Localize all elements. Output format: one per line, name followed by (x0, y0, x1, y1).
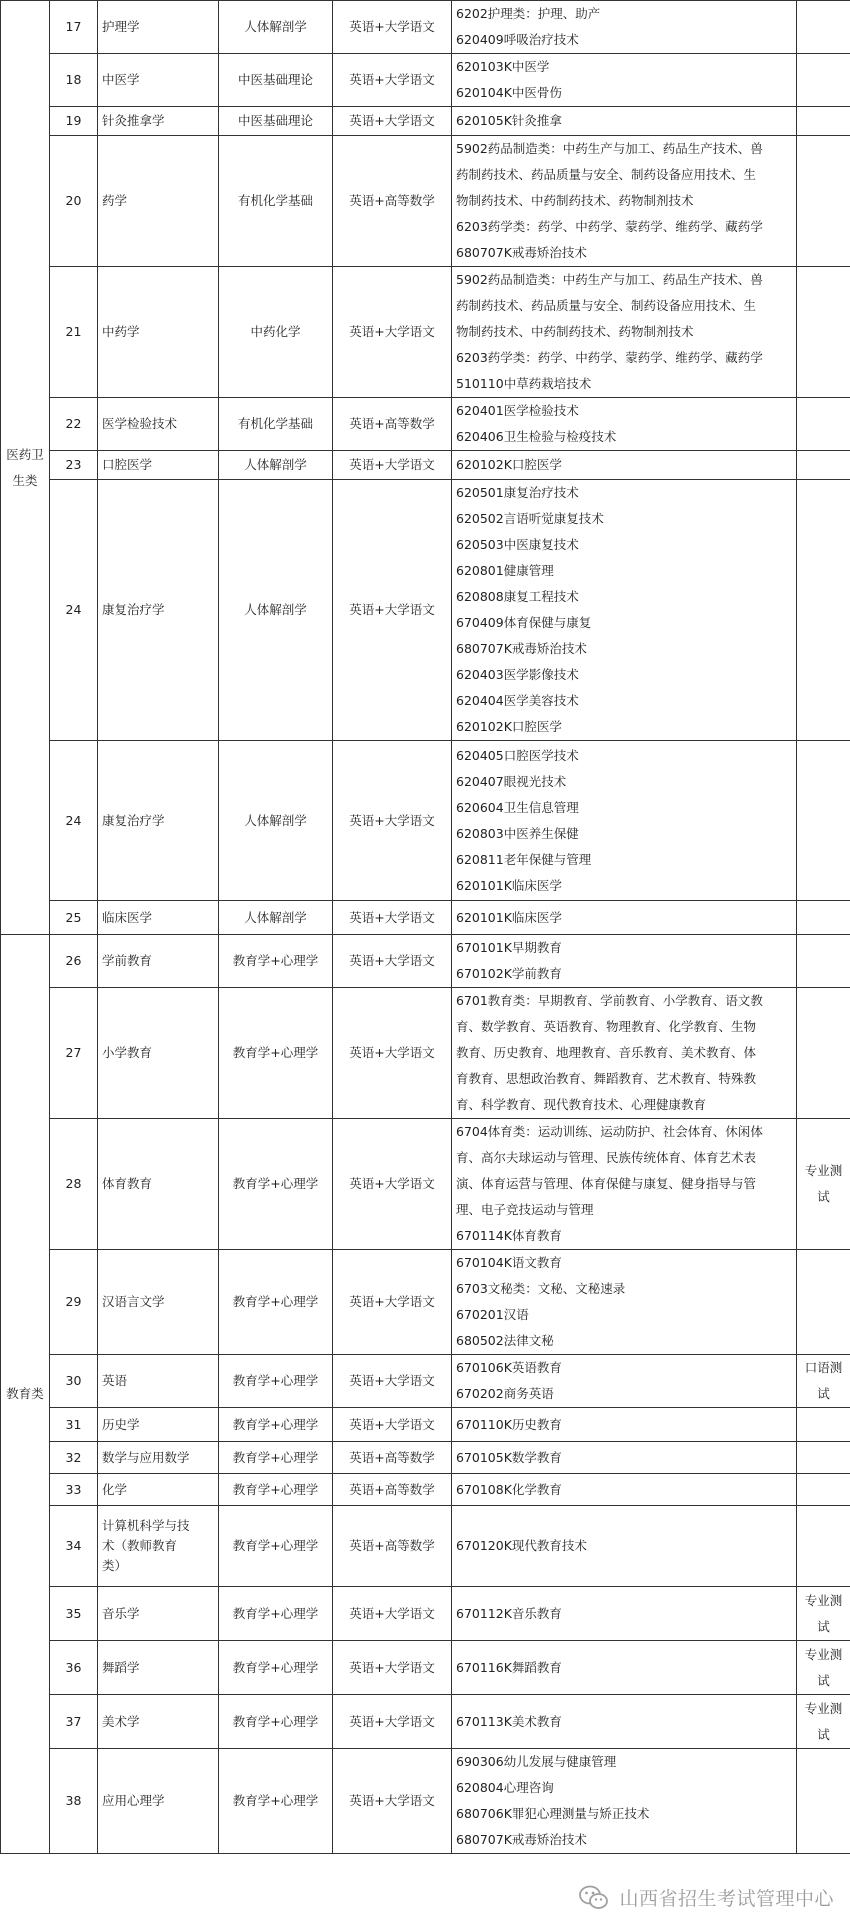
admitted-major-line: 670104K语文教育 (456, 1255, 562, 1270)
exam-subject-2: 英语+高等数学 (333, 398, 452, 451)
row-number: 36 (50, 1641, 98, 1695)
admitted-major-line: 620501康复治疗技术 (456, 485, 579, 500)
row-number: 24 (50, 741, 98, 901)
major-name-line: 中药学 (102, 324, 140, 339)
table-row (1, 1119, 850, 1250)
major-name-line: 数学与应用数学 (102, 1449, 190, 1465)
admitted-major-line: 670110K历史教育 (456, 1416, 562, 1432)
major-name (98, 1119, 219, 1250)
admitted-major-line: 680707K戒毒矫治技术 (456, 641, 587, 656)
note-cell (797, 1408, 850, 1442)
major-name (98, 107, 219, 136)
table-row (1, 398, 850, 451)
exam-subject-2: 英语+大学语文 (333, 741, 452, 901)
table-row (1, 901, 850, 935)
admitted-major-line: 6202护理类：护理、助产 (456, 6, 601, 21)
note-cell (797, 1, 850, 54)
note-cell (797, 1355, 850, 1408)
admitted-major-line: 670105K数学教育 (456, 1449, 562, 1465)
table-body (1, 1, 850, 1854)
exam-subject-1: 有机化学基础 (219, 136, 333, 267)
admitted-majors (452, 1695, 797, 1749)
admitted-major-line: 药制药技术、药品质量与安全、制药设备应用技术、生 (456, 167, 757, 182)
row-number: 19 (50, 107, 98, 136)
major-name-line: 康复治疗学 (102, 602, 165, 617)
note-cell (797, 480, 850, 741)
note-line: 专业 (804, 1700, 830, 1716)
major-name-line: 临床医学 (102, 909, 153, 925)
admitted-major-line: 670112K音乐教育 (456, 1605, 562, 1621)
note-line: 测试 (817, 1360, 843, 1401)
exam-subject-2: 英语+大学语文 (333, 1119, 452, 1250)
table-row (1, 1749, 850, 1854)
admitted-major-line: 670120K现代教育技术 (456, 1538, 587, 1553)
major-name-line: 舞蹈学 (102, 1659, 140, 1675)
exam-subject-2: 英语+大学语文 (333, 451, 452, 480)
row-number: 18 (50, 54, 98, 107)
admitted-major-line: 670409体育保健与康复 (456, 615, 592, 630)
major-name (98, 54, 219, 107)
major-name-line: 术（教师教育 (102, 1538, 178, 1553)
admitted-major-line: 620407眼视光技术 (456, 773, 567, 789)
admitted-majors (452, 1250, 797, 1355)
table-row (1, 1474, 850, 1506)
exam-subject-1: 人体解剖学 (219, 480, 333, 741)
major-name (98, 1355, 219, 1408)
admitted-major-line: 620502言语听觉康复技术 (456, 511, 604, 526)
exam-subject-2: 英语+大学语文 (333, 1250, 452, 1355)
exam-subject-1: 人体解剖学 (219, 741, 333, 901)
admitted-majors (452, 1749, 797, 1854)
admitted-major-line: 演、体育运营与管理、体育保健与康复、健身指导与管 (456, 1176, 757, 1191)
row-number: 30 (50, 1355, 98, 1408)
admitted-major-line: 620105K针灸推拿 (456, 113, 562, 128)
note-cell (797, 1695, 850, 1749)
admitted-majors (452, 1355, 797, 1408)
admitted-major-line: 690306幼儿发展与健康管理 (456, 1754, 617, 1769)
admitted-major-line: 670108K化学教育 (456, 1481, 562, 1497)
exam-subject-1: 中药化学 (219, 267, 333, 398)
admitted-major-line: 6704体育类：运动训练、运动防护、社会体育、休闲体 (456, 1124, 763, 1139)
admitted-major-line: 育教育、思想政治教育、舞蹈教育、艺术教育、特殊教 (456, 1071, 757, 1086)
exam-subject-2: 英语+大学语文 (333, 988, 452, 1119)
row-number: 35 (50, 1587, 98, 1641)
wechat-icon (579, 1885, 609, 1911)
table-row (1, 1587, 850, 1641)
major-name-line: 小学教育 (102, 1045, 153, 1060)
note-cell (797, 451, 850, 480)
major-name-line: 中医学 (102, 72, 140, 87)
major-name (98, 935, 219, 988)
note-cell (797, 1587, 850, 1641)
exam-subject-2: 英语+大学语文 (333, 935, 452, 988)
row-number: 29 (50, 1250, 98, 1355)
exam-subject-2: 英语+高等数学 (333, 1506, 452, 1587)
exam-subject-1: 教育学+心理学 (219, 935, 333, 988)
admitted-majors (452, 54, 797, 107)
admitted-major-line: 620503中医康复技术 (456, 537, 579, 552)
row-number: 27 (50, 988, 98, 1119)
table-row (1, 267, 850, 398)
admitted-major-line: 物制药技术、中药制药技术、药物制剂技术 (456, 324, 694, 339)
note-cell (797, 1474, 850, 1506)
row-number: 37 (50, 1695, 98, 1749)
exam-subject-1: 教育学+心理学 (219, 1587, 333, 1641)
exam-subject-1: 教育学+心理学 (219, 1641, 333, 1695)
admitted-majors (452, 136, 797, 267)
exam-subject-2: 英语+大学语文 (333, 267, 452, 398)
admitted-major-line: 670114K体育教育 (456, 1228, 562, 1243)
major-name-line: 康复治疗学 (102, 812, 165, 828)
table-row (1, 1695, 850, 1749)
admitted-majors (452, 451, 797, 480)
note-line: 口语 (804, 1360, 830, 1375)
exam-subject-1: 教育学+心理学 (219, 1749, 333, 1854)
admitted-major-line: 620801健康管理 (456, 563, 554, 578)
admitted-major-line: 育、科学教育、现代教育技术、心理健康教育 (456, 1097, 707, 1112)
exam-subject-2: 英语+大学语文 (333, 1695, 452, 1749)
exam-subject-2: 英语+高等数学 (333, 136, 452, 267)
row-number: 33 (50, 1474, 98, 1506)
table-row (1, 1506, 850, 1587)
row-number: 28 (50, 1119, 98, 1250)
note-cell (797, 1119, 850, 1250)
exam-subject-1: 教育学+心理学 (219, 1408, 333, 1442)
table-row (1, 451, 850, 480)
exam-subject-1: 教育学+心理学 (219, 1119, 333, 1250)
exam-subject-1: 教育学+心理学 (219, 988, 333, 1119)
admitted-major-line: 育、高尔夫球运动与管理、民族传统体育、体育艺术表 (456, 1150, 757, 1165)
row-number: 38 (50, 1749, 98, 1854)
admitted-majors (452, 1641, 797, 1695)
note-line: 测试 (817, 1700, 843, 1742)
note-cell (797, 398, 850, 451)
admitted-majors (452, 741, 797, 901)
major-name (98, 1, 219, 54)
exam-subject-1: 有机化学基础 (219, 398, 333, 451)
admitted-major-line: 620409呼吸治疗技术 (456, 32, 579, 47)
admitted-major-line: 670201汉语 (456, 1307, 529, 1322)
admitted-major-line: 6701教育类：早期教育、学前教育、小学教育、语文教 (456, 993, 763, 1008)
table-row (1, 1442, 850, 1474)
admitted-major-line: 680707K戒毒矫治技术 (456, 1832, 587, 1847)
major-name (98, 901, 219, 935)
major-name-line: 口腔医学 (102, 457, 153, 472)
admitted-majors (452, 901, 797, 935)
admitted-majors (452, 1587, 797, 1641)
row-number: 20 (50, 136, 98, 267)
major-name (98, 741, 219, 901)
major-name-line: 化学 (102, 1481, 128, 1497)
major-name-line: 计算机科学与技 (102, 1518, 190, 1533)
exam-subject-2: 英语+高等数学 (333, 1442, 452, 1474)
admitted-major-line: 620104K中医骨伤 (456, 85, 562, 100)
major-name-line: 音乐学 (102, 1605, 140, 1621)
admitted-major-line: 670106K英语教育 (456, 1360, 562, 1375)
note-line: 专业 (804, 1163, 830, 1178)
major-name-line: 英语 (102, 1373, 128, 1388)
admitted-major-line: 670101K早期教育 (456, 940, 562, 955)
table-row (1, 1250, 850, 1355)
table-row (1, 1641, 850, 1695)
admitted-majors (452, 1408, 797, 1442)
table-row (1, 1, 850, 54)
major-name (98, 988, 219, 1119)
exam-subject-2: 英语+大学语文 (333, 107, 452, 136)
watermark-text: 山西省招生考试管理中心 (619, 1888, 834, 1910)
exam-subject-1: 教育学+心理学 (219, 1355, 333, 1408)
exam-subject-1: 教育学+心理学 (219, 1250, 333, 1355)
admitted-major-line: 620401医学检验技术 (456, 403, 579, 418)
major-name (98, 1442, 219, 1474)
admitted-majors (452, 398, 797, 451)
major-name-line: 应用心理学 (102, 1793, 165, 1808)
admitted-major-line: 620101K临床医学 (456, 877, 562, 893)
exam-subject-1: 教育学+心理学 (219, 1506, 333, 1587)
note-cell (797, 1749, 850, 1854)
admitted-majors (452, 107, 797, 136)
exam-subject-2: 英语+大学语文 (333, 1, 452, 54)
table-row (1, 54, 850, 107)
major-name (98, 267, 219, 398)
note-cell (797, 741, 850, 901)
admitted-major-line: 510110中草药栽培技术 (456, 376, 592, 391)
note-cell (797, 107, 850, 136)
exam-subject-2: 英语+大学语文 (333, 1641, 452, 1695)
table-row (1, 988, 850, 1119)
major-name-line: 护理学 (102, 19, 140, 34)
admitted-majors (452, 988, 797, 1119)
row-number: 24 (50, 480, 98, 741)
major-name-line: 体育教育 (102, 1176, 153, 1191)
major-name (98, 1408, 219, 1442)
exam-subject-1: 中医基础理论 (219, 54, 333, 107)
major-name (98, 1587, 219, 1641)
exam-subject-2: 英语+大学语文 (333, 901, 452, 935)
row-number: 22 (50, 398, 98, 451)
major-name-line: 学前教育 (102, 953, 153, 968)
exam-subject-2: 英语+大学语文 (333, 54, 452, 107)
note-cell (797, 1641, 850, 1695)
admitted-major-line: 620103K中医学 (456, 59, 550, 74)
exam-subject-1: 教育学+心理学 (219, 1442, 333, 1474)
admitted-major-line: 理、电子竞技运动与管理 (456, 1202, 594, 1217)
category-cell (1, 1, 50, 935)
category-label: 医药卫生类 (6, 446, 44, 488)
major-name (98, 1474, 219, 1506)
row-number: 23 (50, 451, 98, 480)
admitted-majors (452, 935, 797, 988)
table-row (1, 480, 850, 741)
admitted-majors (452, 1506, 797, 1587)
note-cell (797, 54, 850, 107)
major-name (98, 480, 219, 741)
table-row (1, 1355, 850, 1408)
admitted-major-line: 620101K临床医学 (456, 909, 562, 925)
category-cell (1, 935, 50, 1854)
admitted-major-line: 620405口腔医学技术 (456, 747, 579, 763)
admitted-majors (452, 480, 797, 741)
footer (0, 1880, 850, 1920)
admitted-major-line: 680706K罪犯心理测量与矫正技术 (456, 1806, 650, 1821)
major-name (98, 398, 219, 451)
admitted-major-line: 620808康复工程技术 (456, 589, 579, 604)
admitted-major-line: 6203药学类：药学、中药学、蒙药学、维药学、藏药学 (456, 219, 763, 234)
admitted-major-line: 教育、历史教育、地理教育、音乐教育、美术教育、体 (456, 1045, 757, 1060)
major-name (98, 136, 219, 267)
admitted-major-line: 育、数学教育、英语教育、物理教育、化学教育、生物 (456, 1019, 757, 1034)
admitted-major-line: 680502法律文秘 (456, 1333, 554, 1348)
admitted-major-line: 620604卫生信息管理 (456, 799, 579, 815)
admitted-majors (452, 1474, 797, 1506)
admitted-major-line: 620804心理咨询 (456, 1780, 554, 1795)
major-name (98, 1641, 219, 1695)
note-line: 测试 (817, 1646, 843, 1688)
row-number: 26 (50, 935, 98, 988)
admitted-majors (452, 1442, 797, 1474)
major-name-line: 类） (102, 1558, 128, 1573)
note-cell (797, 267, 850, 398)
admitted-major-line: 6203药学类：药学、中药学、蒙药学、维药学、藏药学 (456, 350, 763, 365)
row-number: 21 (50, 267, 98, 398)
watermark (579, 1884, 834, 1911)
note-line: 专业 (804, 1646, 830, 1662)
table-row (1, 741, 850, 901)
exam-subject-2: 英语+大学语文 (333, 1587, 452, 1641)
admitted-major-line: 620404医学美容技术 (456, 693, 579, 708)
admitted-major-line: 620102K口腔医学 (456, 457, 562, 472)
exam-subject-1: 人体解剖学 (219, 901, 333, 935)
major-name-line: 针灸推拿学 (102, 113, 165, 128)
note-cell (797, 988, 850, 1119)
admitted-major-line: 620403医学影像技术 (456, 667, 579, 682)
exam-subject-1: 人体解剖学 (219, 451, 333, 480)
row-number: 25 (50, 901, 98, 935)
exam-subject-1: 教育学+心理学 (219, 1695, 333, 1749)
table-row (1, 1408, 850, 1442)
exam-subject-2: 英语+大学语文 (333, 1355, 452, 1408)
note-line: 专业 (804, 1592, 830, 1608)
row-number: 17 (50, 1, 98, 54)
note-cell (797, 935, 850, 988)
admitted-major-line: 620102K口腔医学 (456, 719, 562, 734)
exam-subject-2: 英语+大学语文 (333, 1408, 452, 1442)
admitted-major-line: 620803中医养生保健 (456, 825, 579, 841)
major-name-line: 医学检验技术 (102, 416, 178, 431)
admitted-major-line: 670116K舞蹈教育 (456, 1659, 562, 1675)
admitted-major-line: 670202商务英语 (456, 1386, 554, 1401)
admitted-majors (452, 1119, 797, 1250)
admitted-majors (452, 1, 797, 54)
exam-subject-1: 教育学+心理学 (219, 1474, 333, 1506)
admitted-major-line: 6703文秘类：文秘、文秘速录 (456, 1281, 626, 1296)
major-name-line: 美术学 (102, 1713, 140, 1729)
major-name-line: 历史学 (102, 1416, 140, 1432)
table-row (1, 107, 850, 136)
row-number: 34 (50, 1506, 98, 1587)
note-cell (797, 136, 850, 267)
row-number: 32 (50, 1442, 98, 1474)
category-label: 教育类 (6, 1386, 44, 1401)
table-row (1, 136, 850, 267)
exam-subject-2: 英语+大学语文 (333, 1749, 452, 1854)
admitted-major-line: 670113K美术教育 (456, 1713, 562, 1729)
note-cell (797, 1506, 850, 1587)
note-cell (797, 901, 850, 935)
major-name (98, 1695, 219, 1749)
major-name (98, 1250, 219, 1355)
note-line: 测试 (817, 1163, 843, 1204)
table-row (1, 935, 850, 988)
admitted-major-line: 680707K戒毒矫治技术 (456, 245, 587, 260)
row-number: 31 (50, 1408, 98, 1442)
admitted-major-line: 670102K学前教育 (456, 966, 562, 981)
major-name (98, 1749, 219, 1854)
note-line: 测试 (817, 1592, 843, 1634)
major-name (98, 1506, 219, 1587)
exam-subject-2: 英语+大学语文 (333, 480, 452, 741)
admitted-majors (452, 267, 797, 398)
note-cell (797, 1250, 850, 1355)
major-name (98, 451, 219, 480)
exam-subject-2: 英语+高等数学 (333, 1474, 452, 1506)
admitted-major-line: 5902药品制造类：中药生产与加工、药品生产技术、兽 (456, 272, 763, 287)
major-name-line: 药学 (102, 193, 128, 208)
exam-subject-1: 中医基础理论 (219, 107, 333, 136)
major-name-line: 汉语言文学 (102, 1294, 165, 1309)
admitted-major-line: 物制药技术、中药制药技术、药物制剂技术 (456, 193, 694, 208)
admitted-major-line: 620406卫生检验与检疫技术 (456, 429, 617, 444)
admitted-major-line: 药制药技术、药品质量与安全、制药设备应用技术、生 (456, 298, 757, 313)
admitted-major-line: 5902药品制造类：中药生产与加工、药品生产技术、兽 (456, 141, 763, 156)
note-cell (797, 1442, 850, 1474)
admitted-major-line: 620811老年保健与管理 (456, 851, 592, 867)
exam-subject-1: 人体解剖学 (219, 1, 333, 54)
